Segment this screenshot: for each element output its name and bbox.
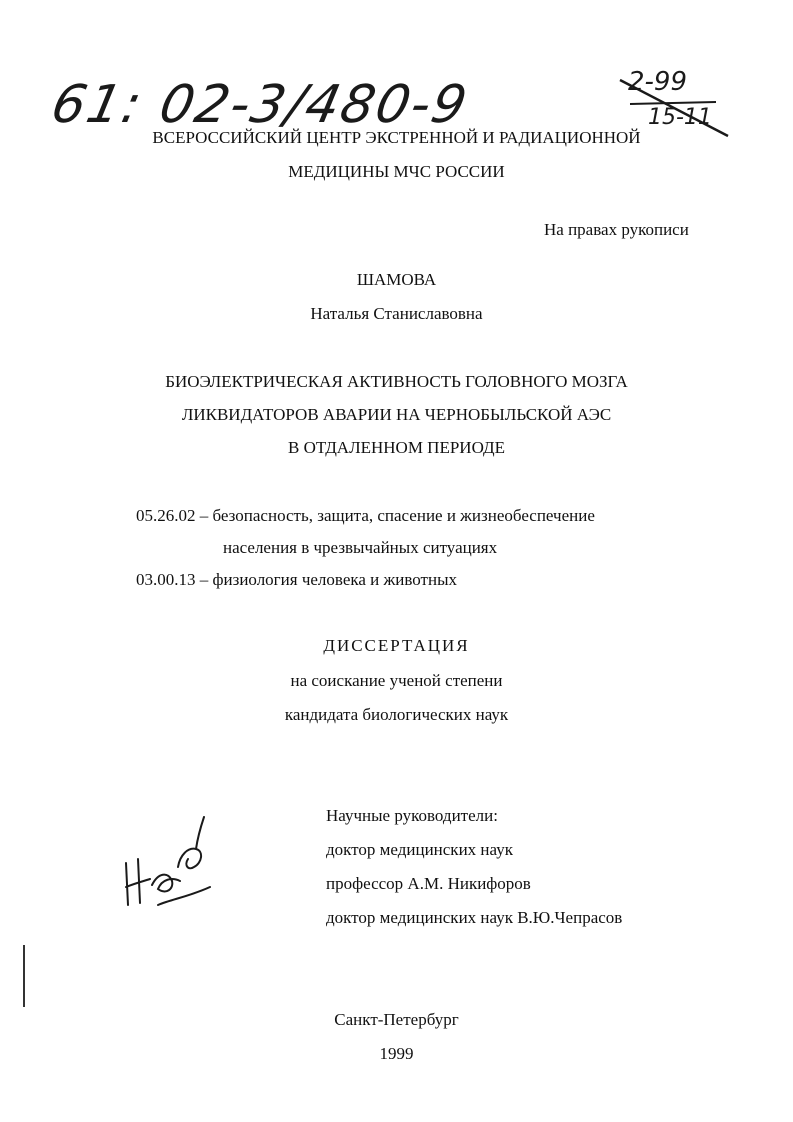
- supervisor-line-1: доктор медицинских наук: [326, 840, 513, 859]
- supervisor-line-2: профессор А.М. Никифоров: [326, 874, 531, 893]
- author-surname: ШАМОВА: [356, 270, 437, 289]
- place: Санкт-Петербург: [334, 1010, 459, 1029]
- manuscript-note: На правах рукописи: [544, 220, 689, 239]
- signature: [118, 815, 218, 910]
- specialty-1-line-1: 05.26.02 – безопасность, защита, спасение и жизнеобеспечение: [136, 506, 595, 525]
- title-line-3: В ОТДАЛЕННОМ ПЕРИОДЕ: [288, 438, 505, 457]
- corner-mark-2: 15-11: [648, 105, 712, 130]
- degree-line-1: на соискание ученой степени: [290, 671, 503, 690]
- supervisors-heading: Научные руководители:: [326, 806, 498, 825]
- specialty-1-line-2: населения в чрезвычайных ситуациях: [223, 538, 498, 557]
- scan-margin-line: [23, 945, 25, 1007]
- title-line-2: ЛИКВИДАТОРОВ АВАРИИ НА ЧЕРНОБЫЛЬСКОЙ АЭС: [181, 405, 612, 424]
- author-given-names: Наталья Станиславовна: [310, 304, 483, 323]
- institution-line-1: ВСЕРОССИЙСКИЙ ЦЕНТР ЭКСТРЕННОЙ И РАДИАЦИОННОЙ: [152, 128, 641, 147]
- supervisor-line-3: доктор медицинских наук В.Ю.Чепрасов: [326, 908, 623, 927]
- title-line-1: БИОЭЛЕКТРИЧЕСКАЯ АКТИВНОСТЬ ГОЛОВНОГО МОЗГА: [165, 372, 628, 391]
- institution-line-2: МЕДИЦИНЫ МЧС РОССИИ: [288, 162, 505, 181]
- archive-code: 61: 02-3/480-9: [46, 74, 474, 135]
- specialty-2-line-1: 03.00.13 – физиология человека и животных: [136, 570, 457, 589]
- degree-line-2: кандидата биологических наук: [284, 705, 509, 724]
- year: 1999: [379, 1044, 414, 1063]
- corner-mark: 2-99: [628, 67, 688, 97]
- work-type: ДИССЕРТАЦИЯ: [323, 636, 470, 655]
